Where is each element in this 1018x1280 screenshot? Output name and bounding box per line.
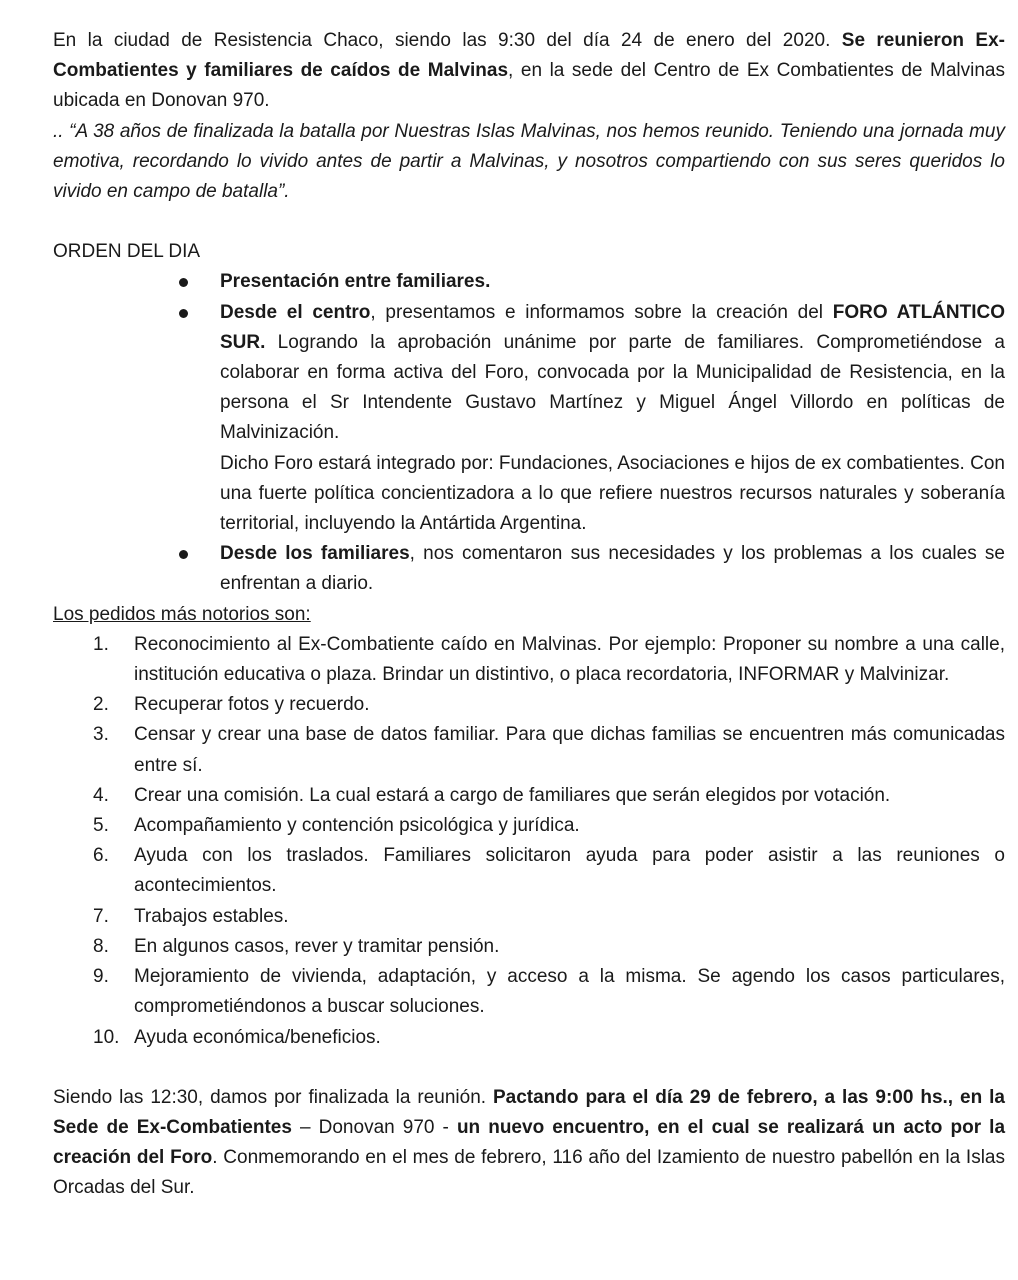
request-text: Recuperar fotos y recuerdo.	[134, 694, 370, 716]
request-number: 2.	[93, 694, 109, 716]
request-item	[53, 1023, 1005, 1053]
intro-text-2: , en la sede del Centro de Ex Combatientes de Malvinas ubicada en Donovan 970.	[53, 60, 1006, 112]
closing-paragraph	[53, 1083, 1005, 1204]
request-text: Ayuda con los traslados. Familiares solicitaron ayuda para poder asistir a las reuniones o acontecimientos.	[134, 845, 1005, 897]
agenda-item-bold: Desde los familiares	[220, 543, 410, 565]
intro-text-1: En la ciudad de Resistencia Chaco, siendo las 9:30 del día 24 de enero del 2020.	[53, 30, 842, 51]
request-item	[53, 630, 1005, 690]
request-item	[53, 902, 1005, 932]
closing-bold-1: Pactando para el día 29 de febrero, a las 9:00 hs., en la Sede de Ex-Combatientes	[53, 1086, 1005, 1138]
request-item	[53, 781, 1005, 811]
request-text: Ayuda económica/beneficios.	[134, 1026, 381, 1048]
request-text: Acompañamiento y contención psicológica y jurídica.	[134, 815, 580, 837]
closing-text-3: . Conmemorando en el mes de febrero, 116 año del Izamiento de nuestro pabellón en la Islas Orcadas del Sur.	[53, 1147, 1005, 1199]
quote-paragraph: .. “A 38 años de finalizada la batalla por Nuestras Islas Malvinas, nos hemos reunido. Teniendo una jornada muy emotiva, recordando lo vivido antes de partir a Malvinas, y nosotros compartiendo con sus seres queridos lo vivido en campo de batalla”.	[53, 120, 1005, 203]
request-text: En algunos casos, rever y tramitar pensión.	[134, 935, 500, 957]
closing-text-1: Siendo las 12:30, damos por finalizada la reunión.	[53, 1086, 493, 1108]
bullet-icon	[179, 550, 188, 559]
request-number: 8.	[93, 935, 109, 957]
agenda-list	[53, 267, 1005, 599]
request-item	[53, 811, 1005, 841]
request-text: Censar y crear una base de datos familiar. Para que dichas familias se encuentren más comunicadas entre sí.	[134, 724, 1005, 776]
bullet-icon	[179, 309, 188, 318]
request-item	[53, 841, 1005, 901]
request-item	[53, 932, 1005, 962]
request-number: 9.	[93, 966, 109, 988]
request-text: Trabajos estables.	[134, 905, 289, 927]
agenda-item-bold: Desde el centro	[220, 301, 371, 323]
intro-paragraph	[53, 26, 1005, 117]
agenda-item-text: , presentamos e informamos sobre la creación del	[370, 301, 833, 323]
agenda-item-bold-2: FORO ATLÁNTICO SUR.	[220, 301, 1006, 353]
request-number: 7.	[93, 905, 109, 927]
request-item	[53, 720, 1005, 780]
agenda-item-text: , nos comentaron sus necesidades y los problemas a los cuales se enfrentan a diario.	[220, 543, 1005, 595]
bullet-icon	[179, 278, 188, 287]
document-page	[53, 26, 1005, 1204]
request-number: 1.	[93, 633, 109, 655]
agenda-item-bold: Presentación entre familiares.	[220, 271, 491, 293]
request-text: Mejoramiento de vivienda, adaptación, y acceso a la misma. Se agendo los casos particulares, comprometiéndonos a buscar soluciones.	[134, 966, 1005, 1018]
agenda-heading: ORDEN DEL DIA	[53, 241, 201, 263]
agenda-item	[53, 298, 1005, 540]
request-number: 10.	[93, 1026, 120, 1048]
agenda-item	[53, 267, 1005, 297]
closing-bold-2: un nuevo encuentro, en el cual se realizará un acto por la creación del Foro	[53, 1116, 1006, 1169]
request-number: 3.	[93, 724, 109, 746]
request-item	[53, 962, 1005, 1022]
request-text: Crear una comisión. La cual estará a cargo de familiares que serán elegidos por votación.	[134, 784, 891, 806]
request-item	[53, 690, 1005, 720]
request-number: 5.	[93, 815, 109, 837]
requests-heading: Los pedidos más notorios son:	[53, 603, 311, 625]
request-number: 6.	[93, 845, 109, 867]
agenda-item-text-2: Logrando la aprobación unánime por parte de familiares. Comprometiéndose a colaborar en forma activa del Foro, convocada por la Municipalidad de Resistencia, en la persona el Sr Intendente Gustavo Martínez y Miguel Ángel Villordo en políticas de Malvinización.	[220, 331, 1005, 444]
request-number: 4.	[93, 784, 109, 806]
requests-list	[53, 630, 1005, 1053]
closing-text-2: – Donovan 970 -	[291, 1116, 457, 1138]
request-text: Reconocimiento al Ex-Combatiente caído en Malvinas. Por ejemplo: Proponer su nombre a una calle, institución educativa o plaza. Brindar un distintivo, o placa recordatoria, INFORMAR y Malvinizar.	[134, 633, 1005, 686]
agenda-item	[53, 539, 1005, 599]
agenda-item-subparagraph: Dicho Foro estará integrado por: Fundaciones, Asociaciones e hijos de ex combatientes. Con una fuerte política concientizadora a lo que refiere nuestros recursos naturales y soberanía territorial, incluyendo la Antártida Argentina.	[220, 452, 1005, 535]
intro-bold-text: Se reunieron Ex-Combatientes y familiares de caídos de Malvinas	[53, 30, 1005, 82]
